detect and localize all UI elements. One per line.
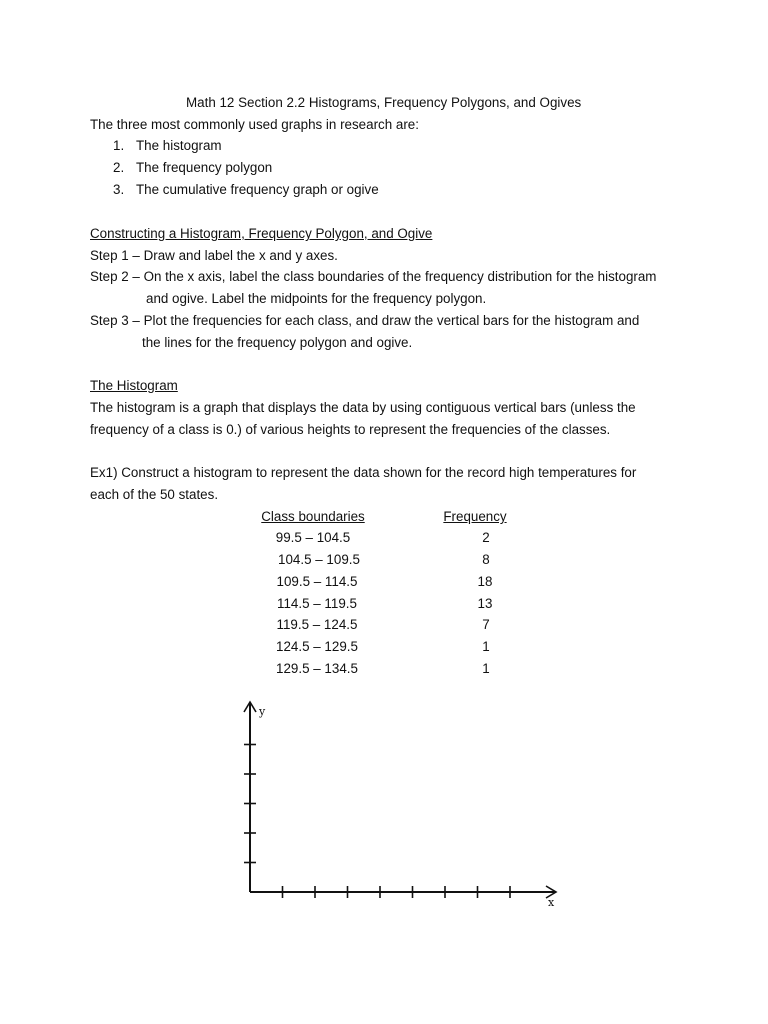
table-cell-boundaries: 99.5 – 104.5: [275, 530, 351, 545]
table-cell-boundaries: 124.5 – 129.5: [276, 639, 358, 654]
step-2-continuation: and ogive. Label the midpoints for the frequency polygon.: [146, 291, 487, 306]
list-item-number: 1.: [113, 138, 125, 153]
table-cell-frequency: 8: [482, 552, 490, 567]
list-item-number: 3.: [113, 182, 125, 197]
list-item: The cumulative frequency graph or ogive: [136, 182, 379, 197]
table-cell-frequency: 1: [482, 661, 490, 676]
table-cell-boundaries: 114.5 – 119.5: [277, 596, 357, 611]
table-cell-frequency: 18: [477, 574, 493, 589]
list-item: The histogram: [136, 138, 222, 153]
intro-text: The three most commonly used graphs in research are:: [90, 117, 419, 132]
step-2-text: Step 2 – On the x axis, label the class boundaries of the frequency distribution for the histogram: [90, 269, 657, 284]
table-cell-boundaries: 119.5 – 124.5: [276, 617, 358, 632]
table-cell-frequency: 13: [477, 596, 493, 611]
histogram-definition: The histogram is a graph that displays the data by using contiguous vertical bars (unless the: [90, 400, 636, 415]
x-axis-label: x: [548, 896, 555, 909]
table-cell-frequency: 1: [482, 639, 490, 654]
table-cell-boundaries: 129.5 – 134.5: [276, 661, 358, 676]
example-prompt-continuation: each of the 50 states.: [90, 487, 219, 502]
table-cell-frequency: 2: [482, 530, 490, 545]
blank-axes: [230, 690, 570, 920]
column-header-boundaries: Class boundaries: [261, 509, 365, 524]
column-header-frequency: Frequency: [443, 509, 507, 524]
constructing-heading: Constructing a Histogram, Frequency Polygon, and Ogive: [90, 226, 433, 241]
list-item-number: 2.: [113, 160, 125, 175]
step-1-text: Step 1 – Draw and label the x and y axes.: [90, 248, 338, 263]
histogram-heading: The Histogram: [90, 378, 178, 393]
page-title: Math 12 Section 2.2 Histograms, Frequency Polygons, and Ogives: [186, 95, 582, 110]
table-cell-boundaries: 109.5 – 114.5: [276, 574, 358, 589]
example-prompt: Ex1) Construct a histogram to represent the data shown for the record high temperatures for: [90, 465, 637, 480]
y-axis-label: y: [259, 705, 266, 718]
list-item: The frequency polygon: [136, 160, 273, 175]
table-cell-boundaries: 104.5 – 109.5: [278, 552, 360, 567]
table-cell-frequency: 7: [482, 617, 490, 632]
step-3-text: Step 3 – Plot the frequencies for each class, and draw the vertical bars for the histogram and: [90, 313, 640, 328]
histogram-definition-continuation: frequency of a class is 0.) of various heights to represent the frequencies of the classes.: [90, 422, 611, 437]
step-3-continuation: the lines for the frequency polygon and ogive.: [142, 335, 413, 350]
